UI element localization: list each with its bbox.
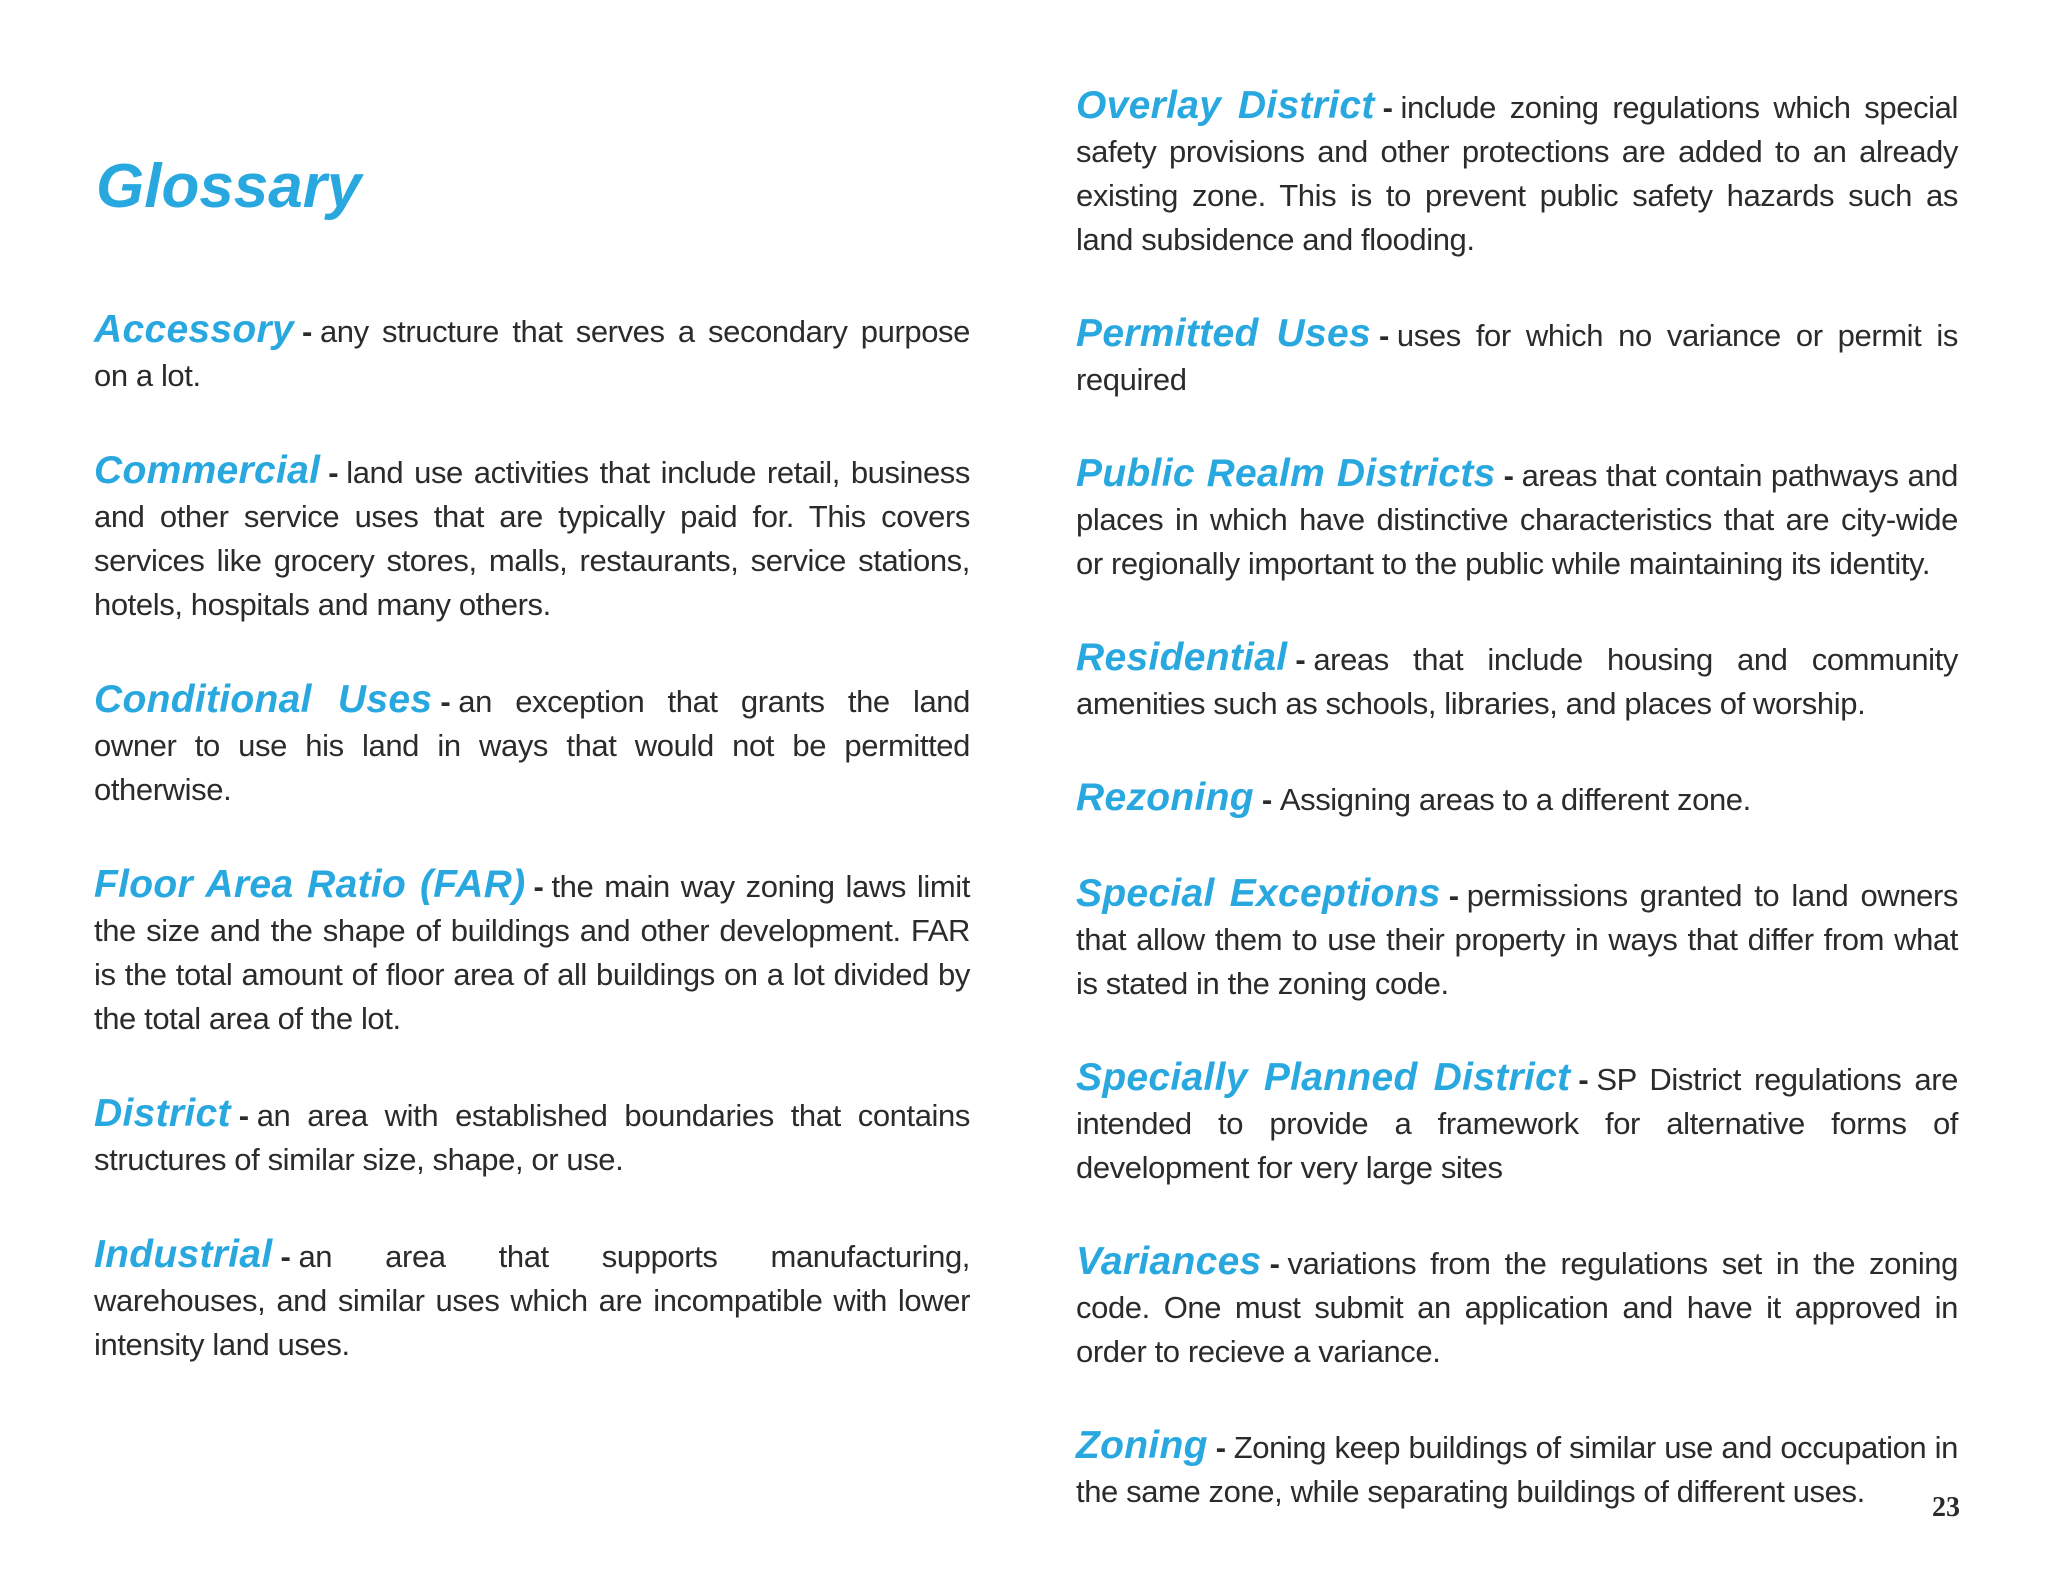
page-title: Glossary (96, 152, 362, 221)
term-separator: - (302, 314, 312, 349)
term-separator: - (280, 1239, 291, 1274)
term-separator: - (1269, 1246, 1280, 1281)
glossary-definition: Zoning keep buildings of similar use and occupation in the same zone, while separating buildings of different uses. (1076, 1430, 1958, 1509)
glossary-definition: any structure that serves a secondary purpose on a lot. (94, 314, 970, 393)
glossary-definition: an area with established boundaries that contains structures of similar size, shape, or use. (94, 1098, 970, 1177)
glossary-entry-district (94, 1092, 970, 1182)
glossary-definition: the main way zoning laws limit the size and the shape of buildings and other development. FAR is the total amount of floor area of all buildings on a lot divided by the total area of the lot. (94, 869, 970, 1036)
glossary-term: Permitted Uses (1076, 312, 1371, 355)
term-separator: - (1215, 1430, 1226, 1465)
glossary-term: Zoning (1076, 1424, 1208, 1467)
glossary-definition: uses for which no variance or permit is required (1076, 318, 1959, 397)
glossary-entry-zoning (1076, 1424, 1958, 1514)
glossary-term: Specially Planned District (1076, 1056, 1571, 1099)
glossary-term: Residential (1076, 636, 1288, 679)
term-separator: - (1503, 458, 1514, 493)
glossary-definition: permissions granted to land owners that allow them to use their property in ways that differ from what is stated in the zoning code. (1076, 878, 1958, 1001)
glossary-term: Overlay District (1076, 84, 1375, 127)
glossary-definition: areas that contain pathways and places in which have distinctive characteristics that are city-wide or regionally important to the public while maintaining its identity. (1076, 458, 1958, 581)
glossary-entry-industrial (94, 1233, 970, 1367)
glossary-term: Public Realm Districts (1076, 452, 1496, 495)
term-separator: - (440, 684, 451, 719)
glossary-entry-specially-planned-district (1076, 1056, 1958, 1190)
glossary-definition: areas that include housing and community amenities such as schools, libraries, and places of worship. (1076, 642, 1958, 721)
glossary-term: Floor Area Ratio (FAR) (94, 863, 526, 906)
glossary-entry-permitted-uses (1076, 312, 1958, 402)
glossary-definition: variations from the regulations set in the zoning code. One must submit an application and have it approved in order to recieve a variance. (1076, 1246, 1958, 1369)
glossary-entry-variances (1076, 1240, 1958, 1374)
glossary-entry-commercial (94, 449, 970, 627)
glossary-term: Accessory (94, 308, 295, 351)
glossary-entry-conditional-uses (94, 678, 970, 812)
glossary-entry-accessory (94, 308, 970, 398)
glossary-entry-residential (1076, 636, 1958, 726)
glossary-term: Conditional Uses (94, 678, 433, 721)
glossary-term: Variances (1076, 1240, 1262, 1283)
term-separator: - (1382, 90, 1393, 125)
term-separator: - (1378, 318, 1389, 353)
glossary-left-column (94, 308, 970, 1418)
glossary-entry-floor-area-ratio (94, 863, 970, 1041)
term-separator: - (238, 1098, 249, 1133)
glossary-entry-public-realm-districts (1076, 452, 1958, 586)
term-separator: - (533, 869, 544, 904)
glossary-definition: include zoning regulations which special safety provisions and other protections are added to an already existing zone. This is to prevent public safety hazards such as land subsidence and flooding. (1076, 90, 1958, 257)
page-number: 23 (1932, 1492, 1960, 1523)
term-separator: - (1578, 1062, 1589, 1097)
term-separator: - (328, 455, 339, 490)
glossary-definition: an exception that grants the land owner to use his land in ways that would not be permitted otherwise. (94, 684, 970, 807)
glossary-term: Rezoning (1076, 776, 1254, 819)
glossary-entry-special-exceptions (1076, 872, 1958, 1006)
glossary-term: Commercial (94, 449, 321, 492)
glossary-term: District (94, 1092, 231, 1135)
glossary-entry-rezoning (1076, 776, 1958, 822)
glossary-right-column (1076, 84, 1958, 1564)
term-separator: - (1448, 878, 1459, 913)
glossary-definition: SP District regulations are intended to provide a framework for alternative forms of development for very large sites (1076, 1062, 1958, 1185)
term-separator: - (1261, 782, 1272, 817)
glossary-term: Special Exceptions (1076, 872, 1441, 915)
term-separator: - (1295, 642, 1306, 677)
glossary-entry-overlay-district (1076, 84, 1958, 262)
glossary-definition: an area that supports manufacturing, warehouses, and similar uses which are incompatible with lower intensity land uses. (94, 1239, 970, 1362)
glossary-definition: land use activities that include retail, business and other service uses that are typically paid for. This covers services like grocery stores, malls, restaurants, service stations, hotels, hospitals and many others. (94, 455, 970, 622)
glossary-definition: Assigning areas to a different zone. (1279, 782, 1751, 817)
glossary-term: Industrial (94, 1233, 273, 1276)
